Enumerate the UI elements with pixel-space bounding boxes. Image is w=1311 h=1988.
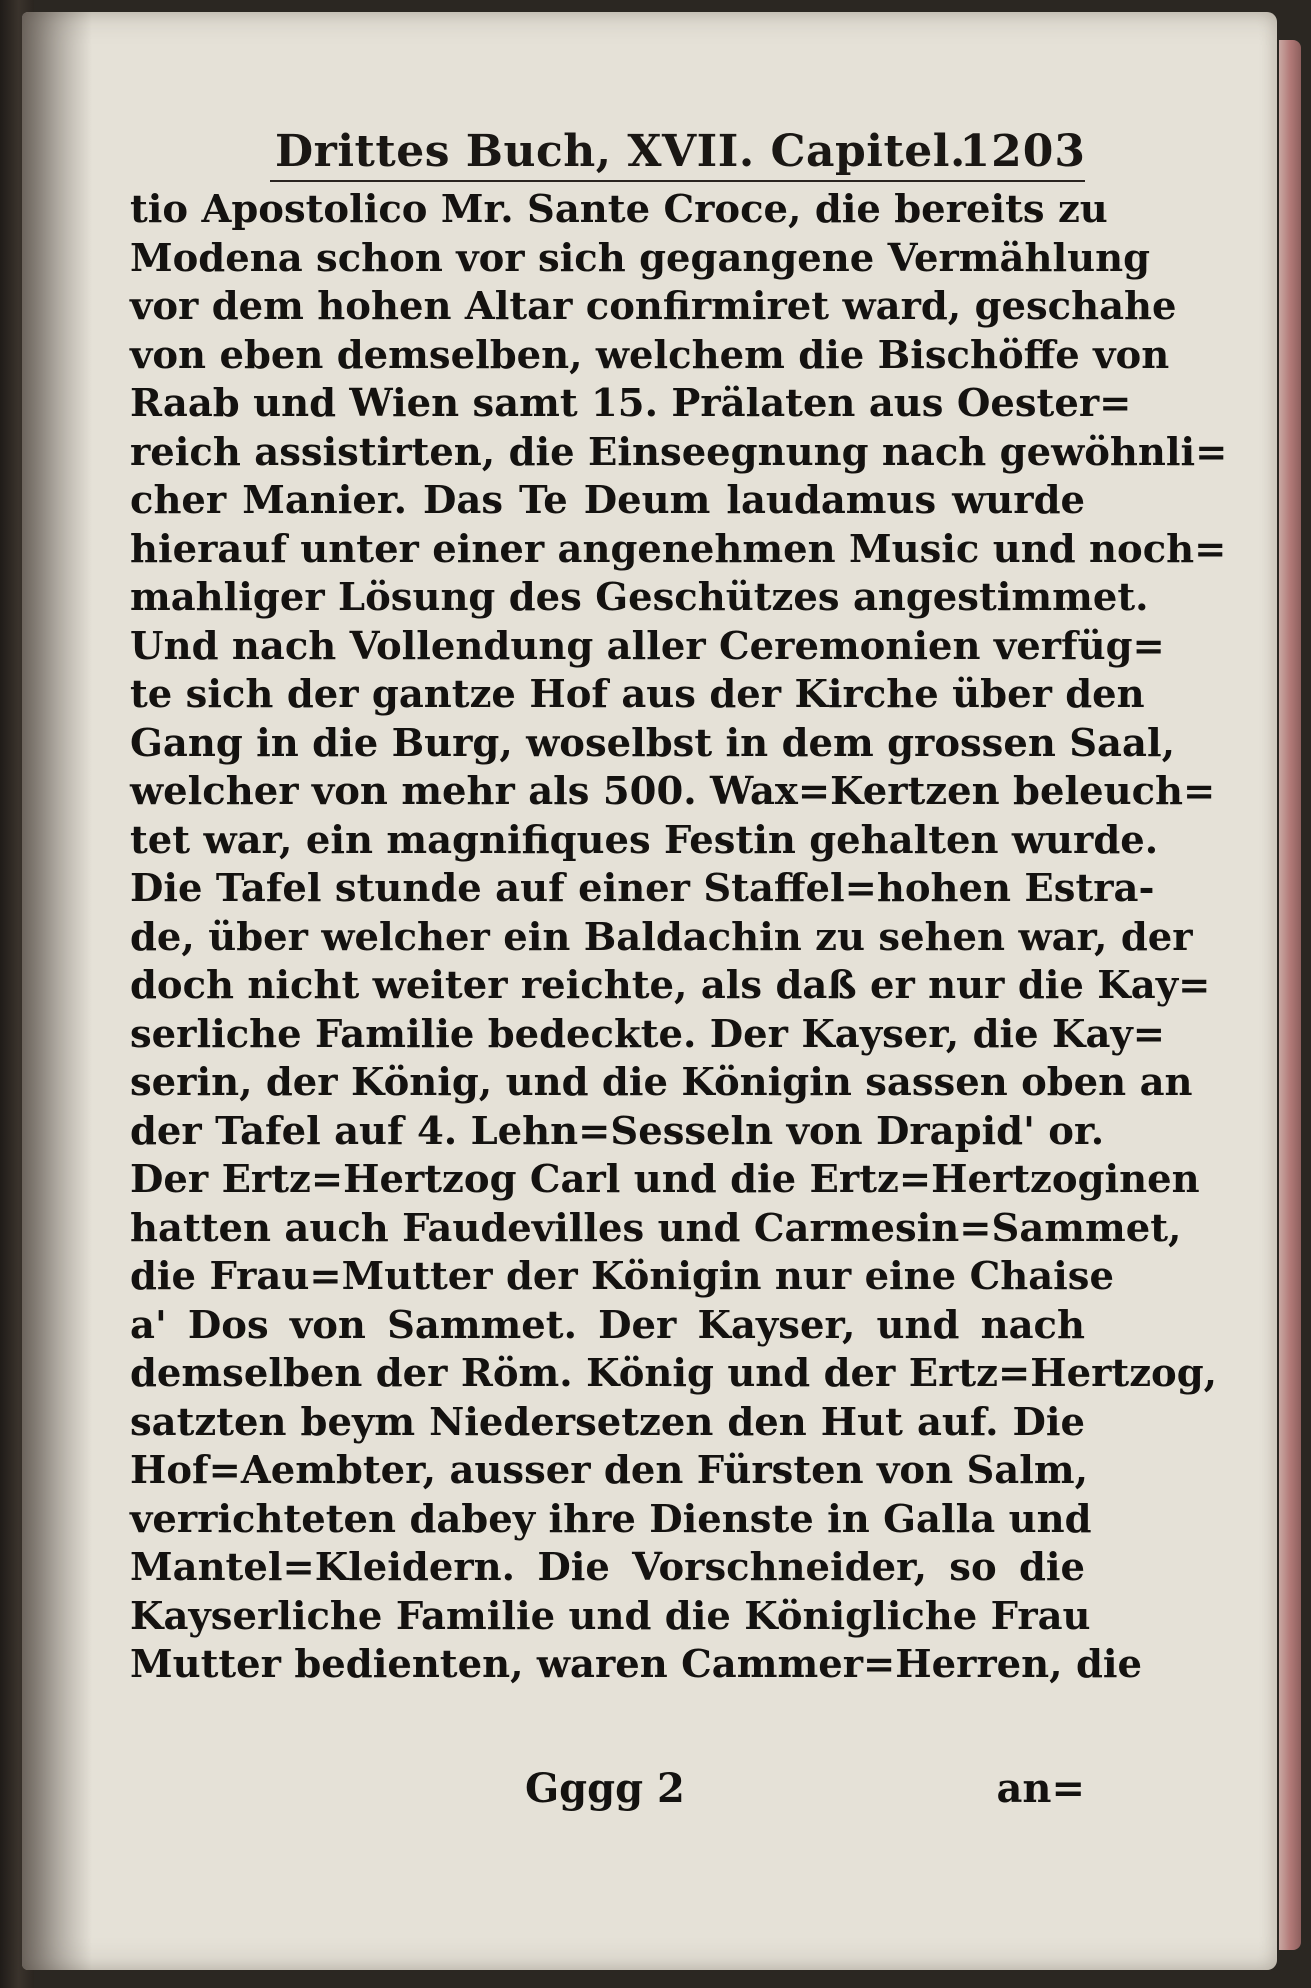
text-line: Gang in die Burg, woselbst in dem grossen Saal, [130,720,1175,766]
text-line: doch nicht weiter reichte, als daß er nur die Kay= [130,963,1211,1008]
text-line: Kayserliche Familie und die Königliche Frau [130,1593,1091,1639]
text-line: Die Tafel stunde auf einer Staffel=hohen Estra- [130,866,1155,911]
text-line: mahliger Lösung des Geschützes angestimmet. [130,575,1149,620]
text-line: te sich der gantze Hof aus der Kirche über den [130,672,1145,717]
text-line: satzten beym Niedersetzen den Hut auf. Die [130,1399,1085,1445]
signature-mark: Gggg 2 [525,1765,685,1812]
text-line: Raab und Wien samt 15. Prälaten aus Oester= [130,381,1132,426]
text-line: Modena schon vor sich gegangene Vermählung [130,235,1151,281]
text-line: vor dem hohen Altar confirmiret ward, geschahe [130,284,1177,329]
page-number: 1203 [959,126,1086,177]
text-line: welcher von mehr als 500. Wax=Kertzen beleuch= [130,769,1216,814]
text-line: die Frau=Mutter der Königin nur eine Chaise [130,1254,1114,1299]
text-line: cher Manier. Das Te Deum laudamus wurde [130,478,1085,523]
text-line: serin, der König, und die Königin sassen oben an [130,1060,1193,1105]
page-footer [130,1765,1085,1825]
body-text [130,186,1228,1690]
text-line: a' Dos von Sammet. Der Kayser, und nach [130,1302,1085,1348]
text-line: Der Ertz=Hertzog Carl und die Ertz=Hertzoginen [130,1157,1200,1202]
text-line: serliche Familie bedeckte. Der Kayser, die Kay= [130,1011,1166,1057]
red-page-edge [1279,40,1301,1950]
page-header [130,118,1090,178]
text-line: Mantel=Kleidern. Die Vorschneider, so die [130,1545,1085,1590]
text-line: von eben demselben, welchem die Bischöffe von [130,332,1170,378]
text-line: Hof=Aembter, ausser den Fürsten von Salm, [130,1448,1088,1493]
text-line: verrichteten dabey ihre Dienste in Galla und [130,1496,1092,1542]
text-line: hierauf unter einer angenehmen Music und noch= [130,526,1227,572]
text-line: Mutter bedienten, waren Cammer=Herren, die [130,1642,1143,1687]
text-line: hatten auch Faudevilles und Carmesin=Sammet, [130,1205,1182,1251]
text-line: Und nach Vollendung aller Ceremonien verfüg= [130,623,1165,669]
header-rule [270,180,1085,182]
text-line: reich assistirten, die Einseegnung nach gewöhnli= [130,429,1228,475]
text-line: demselben der Röm. König und der Ertz=Hertzog, [130,1351,1218,1396]
text-line: de, über welcher ein Baldachin zu sehen war, der [130,914,1193,960]
catchword: an= [996,1765,1085,1812]
gutter-shadow [22,12,92,1970]
text-line: tio Apostolico Mr. Sante Croce, die bereits zu [130,187,1108,232]
text-line: tet war, ein magnifiques Festin gehalten wurde. [130,817,1159,863]
running-title: Drittes Buch, XVII. Capitel. [275,126,966,177]
text-line: der Tafel auf 4. Lehn=Sesseln von Drapid' or. [130,1108,1105,1154]
